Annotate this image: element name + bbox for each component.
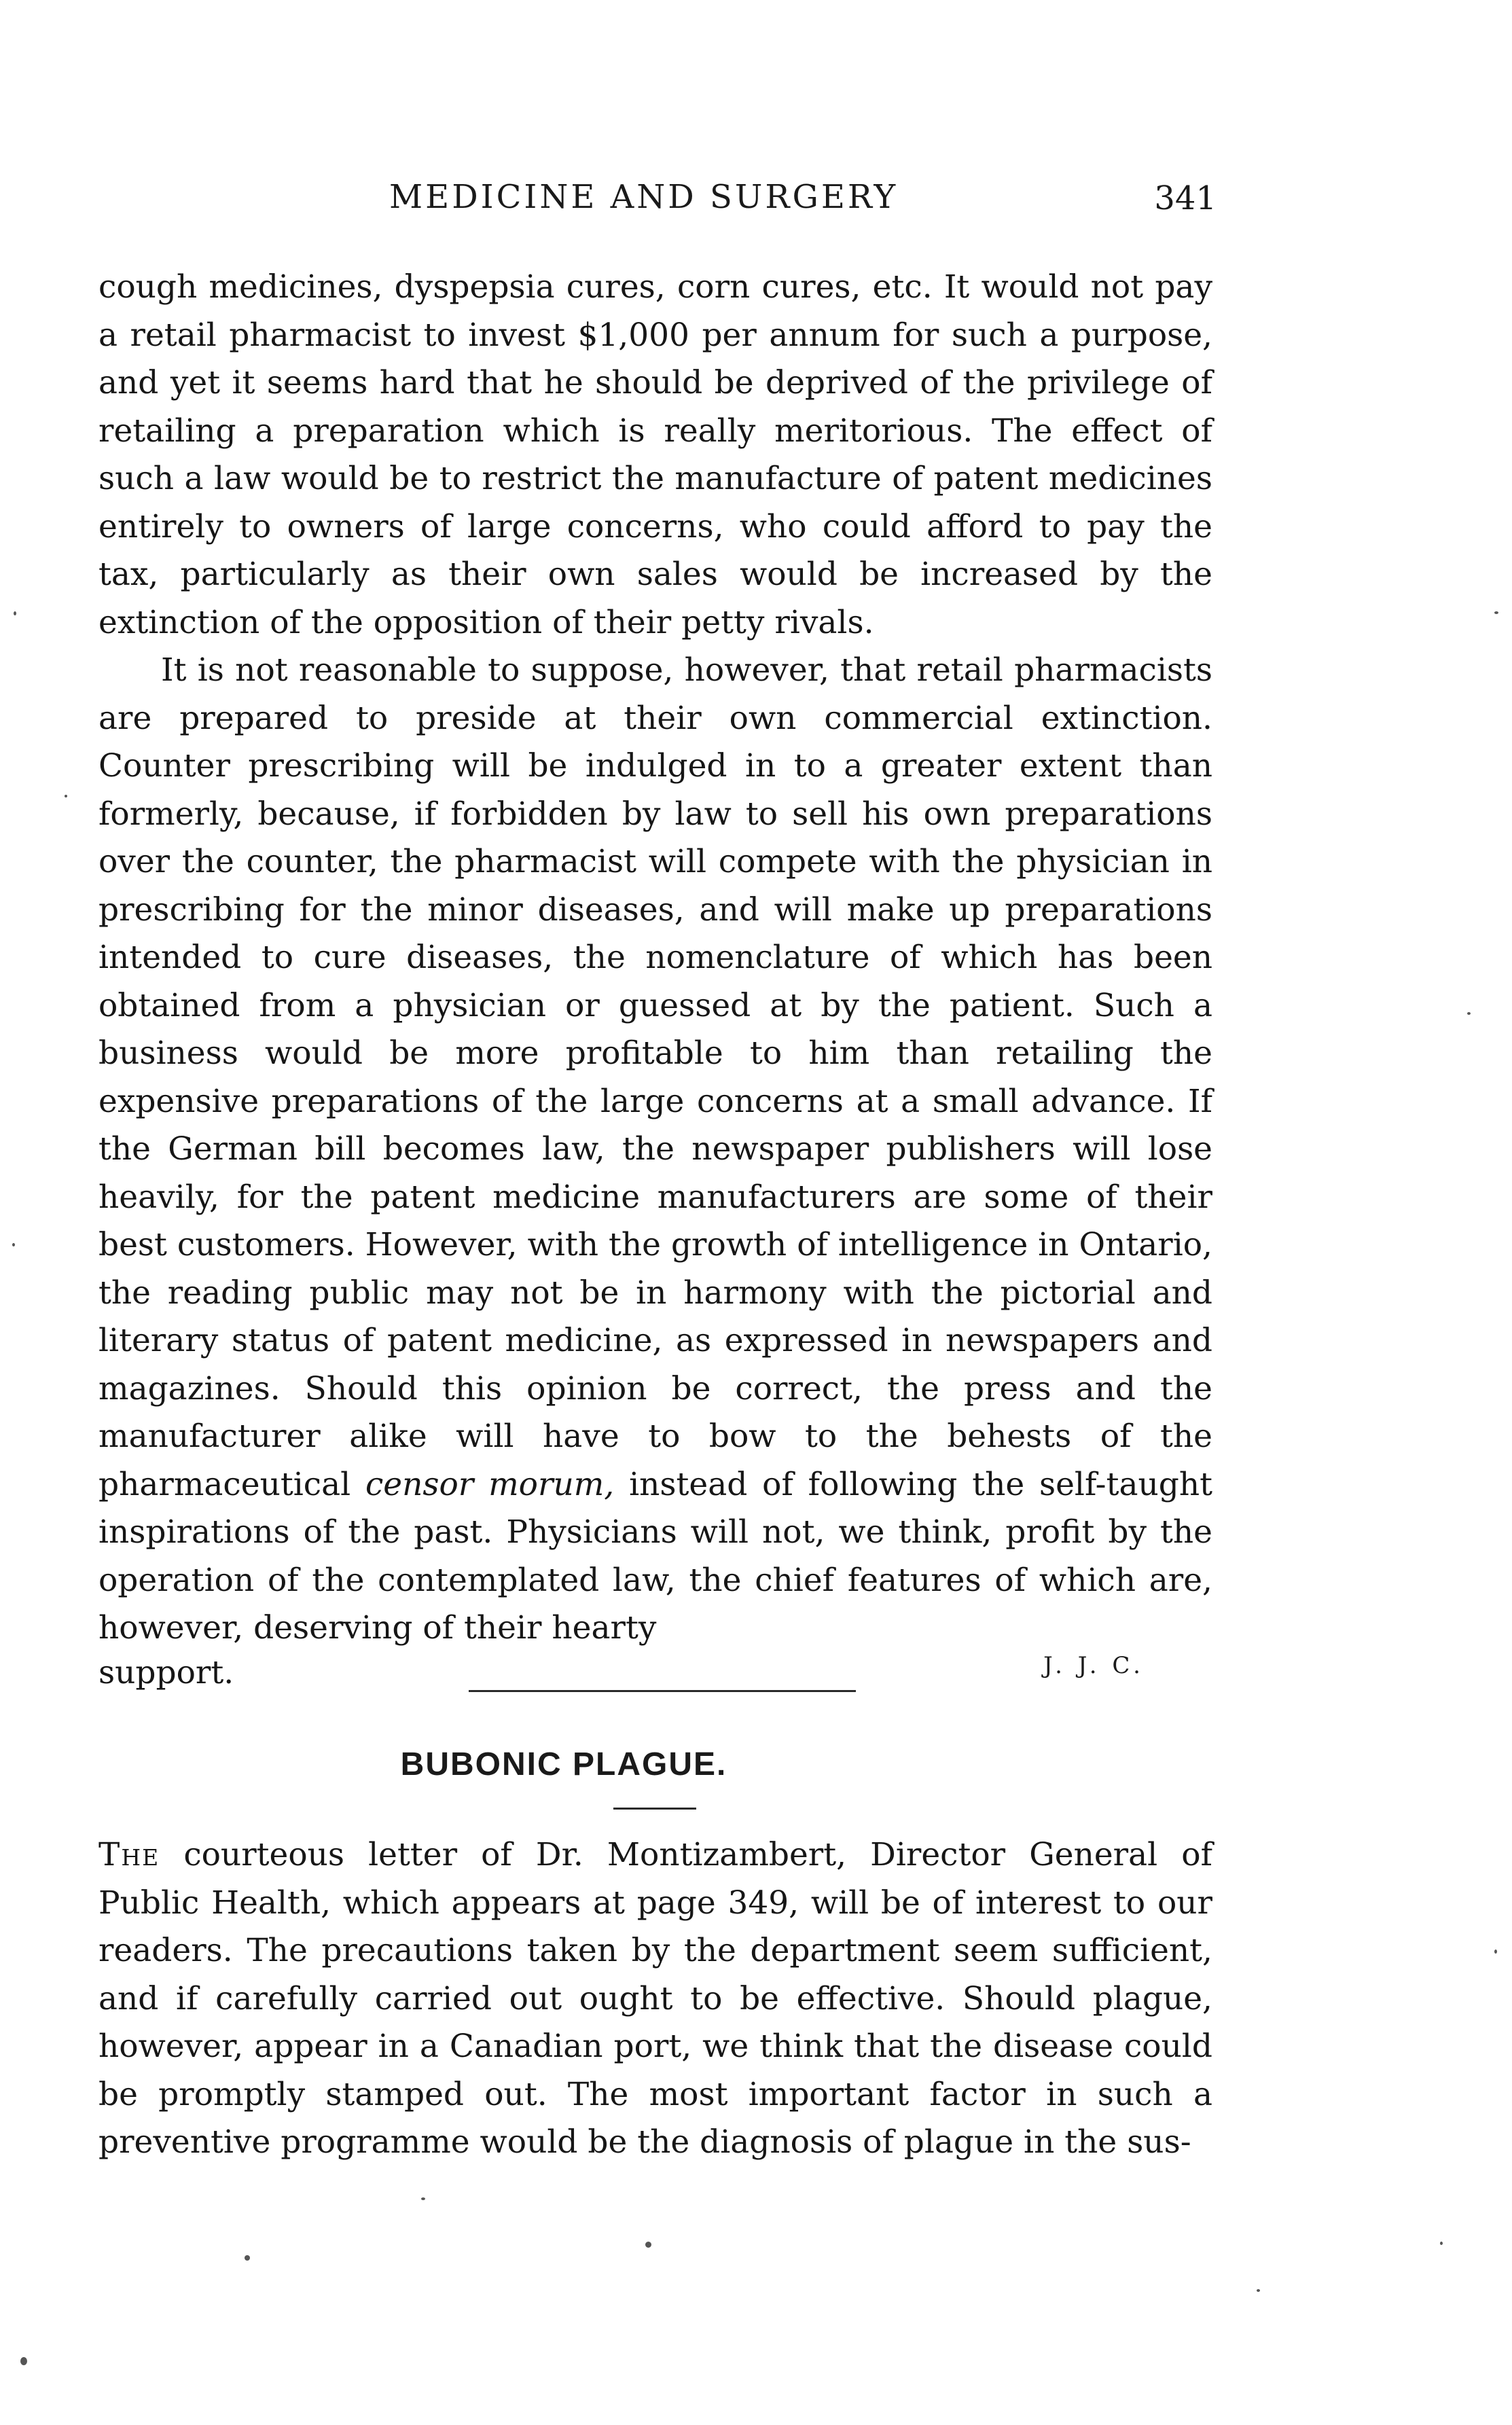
closing-line <box>98 1649 1212 1697</box>
paragraph-text-part: instead of following the self-taught inspirations of the past. Physicians will not, we think, profit by the operation of the contemplated law, the chief features of which are, however, deserving of their hearty <box>98 1465 1212 1647</box>
signature-rule <box>469 1690 856 1692</box>
paragraph-text <box>98 647 1212 1653</box>
scan-speck <box>1467 1012 1471 1015</box>
scan-speck <box>14 611 16 615</box>
scan-speck <box>1494 1950 1497 1954</box>
scan-speck <box>245 2255 250 2261</box>
closing-word: support. <box>98 1654 234 1691</box>
section-divider <box>613 1808 696 1810</box>
scan-speck <box>12 1243 15 1246</box>
paragraph-text-part: courteous letter of Dr. Montizambert, Director General of Public Health, which appears at page 349, will be of interest to our readers. The precautions taken by the department seem sufficient, and if carefully carried out ought to be effective. Should plague, however, appear in a Canadian port, we think that the disease could be promptly stamped out. The most important factor in such a preventive programme would be the diagnosis of plague in the sus- <box>98 1836 1212 2161</box>
signature-initials: J. J. C. <box>1043 1652 1145 1679</box>
scan-speck <box>65 795 67 797</box>
running-title: MEDICINE AND SURGERY <box>389 178 899 216</box>
scan-speck <box>645 2242 651 2248</box>
paragraph-pharmacists <box>98 647 1212 1653</box>
paragraph-text <box>98 1831 1212 2167</box>
paragraph-text-part: It is not reasonable to suppose, however, that retail pharmacists are prepared to preside at their own commercial extinction. Counter prescribing will be indulged in to a greater extent than formerly, because, if forbidden by law to sell his own preparations over the counter, the pharmacist will compete with the physician in prescribing for the minor diseases, and will make up preparations intended to cure diseases, the nomenclature of which has been obtained from a physician or guessed at by the patient. Such a business would be more profitable to him than retailing the expensive preparations of the large concerns at a small advance. If the German bill becomes law, the newspaper publishers will lose heavily, for the patent medicine manufacturers are some of their best customers. However, with the growth of intelligence in Ontario, the reading public may not be in harmony with the pictorial and literary status of patent medicine, as expressed in newspapers and magazines. Should this opinion be correct, the press and the manufacturer alike will have to bow to the behests of the pharmaceutical <box>98 651 1212 1503</box>
scan-speck <box>421 2197 425 2200</box>
page-number: 341 <box>1154 179 1217 217</box>
paragraph-bubonic-plague <box>98 1831 1212 2167</box>
lead-word: The <box>98 1836 160 1873</box>
paragraph-text: cough medicines, dyspepsia cures, corn cures, etc. It would not pay a retail pharmacist to invest $1,000 per annum for such a purpose, and yet it seems hard that he should be deprived of the privilege of retailing a preparation which is really meritorious. The effect of such a law would be to restrict the manufacture of patent medicines entirely to owners of large concerns, who could afford to pay the tax, particularly as their own sales would be increased by the extinction of the opposition of their petty rivals. <box>98 268 1212 641</box>
scan-speck <box>1440 2242 1443 2245</box>
paragraph-continued <box>98 264 1212 647</box>
italic-phrase: censor morum, <box>365 1465 615 1503</box>
scan-speck <box>1494 611 1498 614</box>
section-title: BUBONIC PLAGUE. <box>400 1746 727 1782</box>
scan-speck <box>1257 2289 1260 2292</box>
scan-speck <box>20 2357 27 2365</box>
running-head <box>377 173 1217 227</box>
